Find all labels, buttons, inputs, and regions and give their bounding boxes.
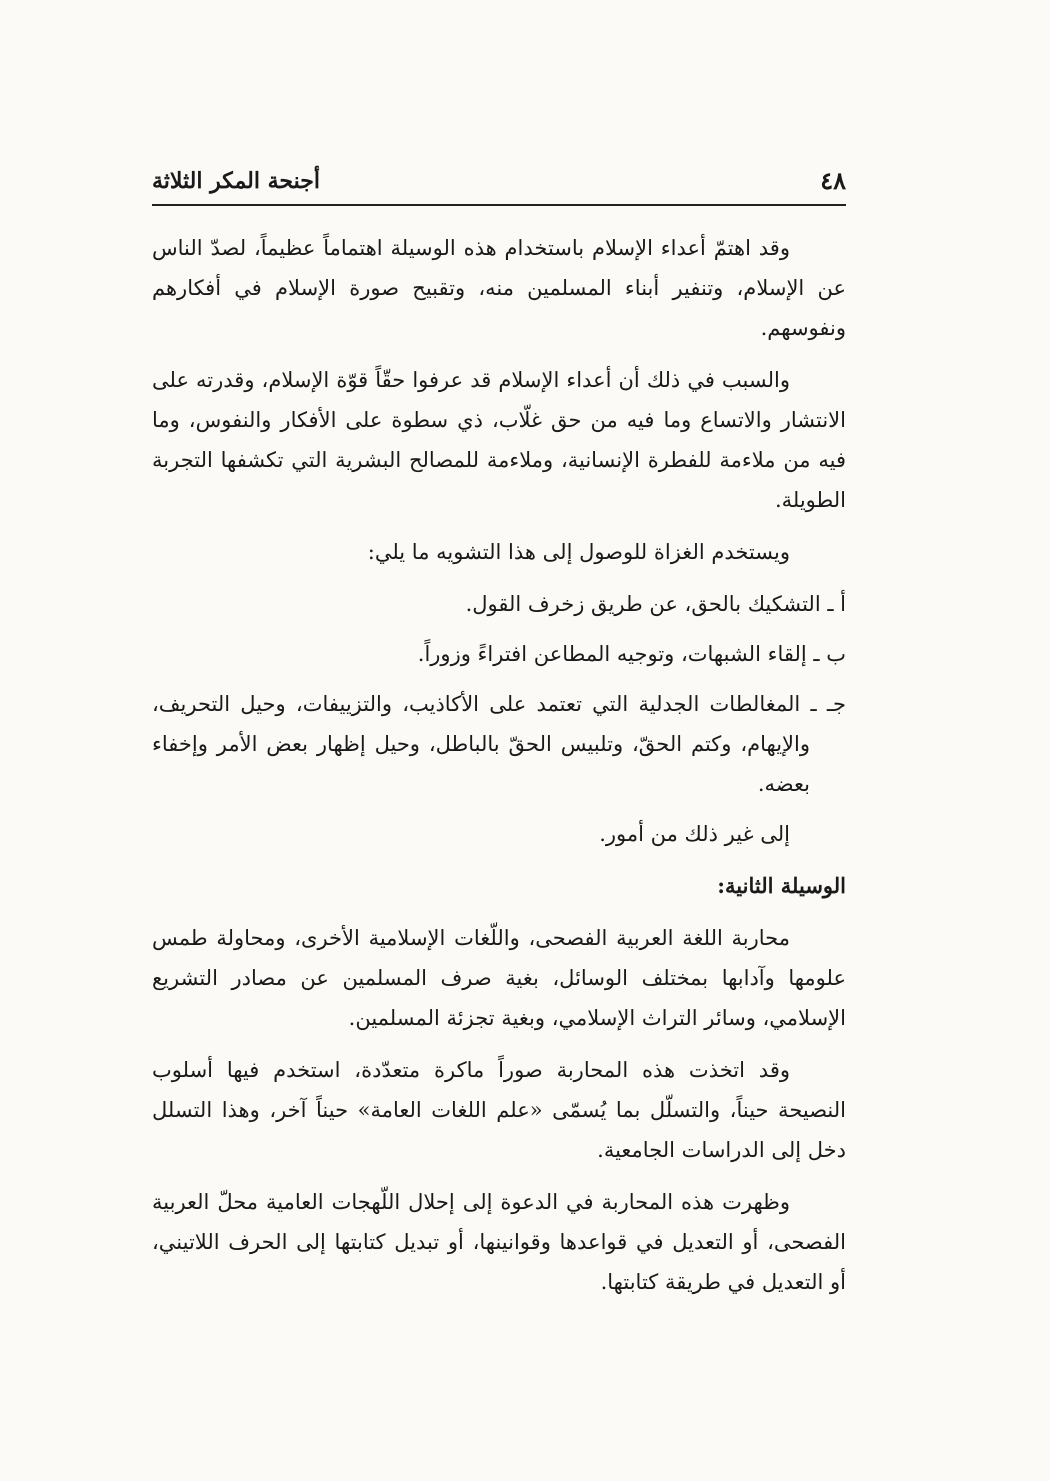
paragraph: وظهرت هذه المحاربة في الدعوة إلى إحلال اللّهجات العامية محلّ العربية الفصحى، أو التعديل في قواعدها وقوانينها، أو تبديل كتابتها إلى الحرف اللاتيني، أو التعديل في طريقة كتابتها. (152, 1190, 846, 1294)
book-page (152, 160, 846, 1400)
list-item: ب ـ إلقاء الشبهات، وتوجيه المطاعن افتراءً وزوراً. (417, 642, 846, 666)
list-item: أ ـ التشكيك بالحق، عن طريق زخرف القول. (465, 592, 846, 616)
paragraph: وقد اهتمّ أعداء الإسلام باستخدام هذه الوسيلة اهتماماً عظيماً، لصدّ الناس عن الإسلام، وتنفير أبناء المسلمين منه، وتقبيح صورة الإسلام في أفكارهم ونفوسهم. (152, 236, 846, 340)
page-header (152, 160, 846, 206)
section-heading: الوسيلة الثانية: (717, 873, 846, 898)
page-body (152, 206, 846, 1302)
closing-line: إلى غير ذلك من أمور. (599, 822, 790, 846)
paragraph: ويستخدم الغزاة للوصول إلى هذا التشويه ما يلي: (367, 540, 790, 564)
paragraph: والسبب في ذلك أن أعداء الإسلام قد عرفوا حقّاً قوّة الإسلام، وقدرته على الانتشار والاتساع وما فيه من حق غلّاب، ذي سطوة على الأفكار والنفوس، وما فيه من ملاءمة للفطرة الإنسانية، وملاءمة للمصالح البشرية التي تكشفها التجربة الطويلة. (152, 368, 846, 512)
running-title: أجنحة المكر الثلاثة (152, 168, 320, 194)
paragraph: وقد اتخذت هذه المحاربة صوراً ماكرة متعدّدة، استخدم فيها أسلوب النصيحة حيناً، والتسلّل بما يُسمّى «علم اللغات العامة» حيناً آخر، وهذا التسلل دخل إلى الدراسات الجامعية. (152, 1058, 846, 1162)
list-item: جـ ـ المغالطات الجدلية التي تعتمد على الأكاذيب، والتزييفات، وحيل التحريف، والإيهام، وكتم الحقّ، وتلبيس الحقّ بالباطل، وحيل إظهار بعض الأمر وإخفاء بعضه. (152, 692, 846, 796)
page-number: ٤٨ (820, 166, 846, 195)
paragraph: محاربة اللغة العربية الفصحى، واللّغات الإسلامية الأخرى، ومحاولة طمس علومها وآدابها بمختلف الوسائل، بغية صرف المسلمين عن مصادر التشريع الإسلامي، وسائر التراث الإسلامي، وبغية تجزئة المسلمين. (152, 926, 846, 1030)
